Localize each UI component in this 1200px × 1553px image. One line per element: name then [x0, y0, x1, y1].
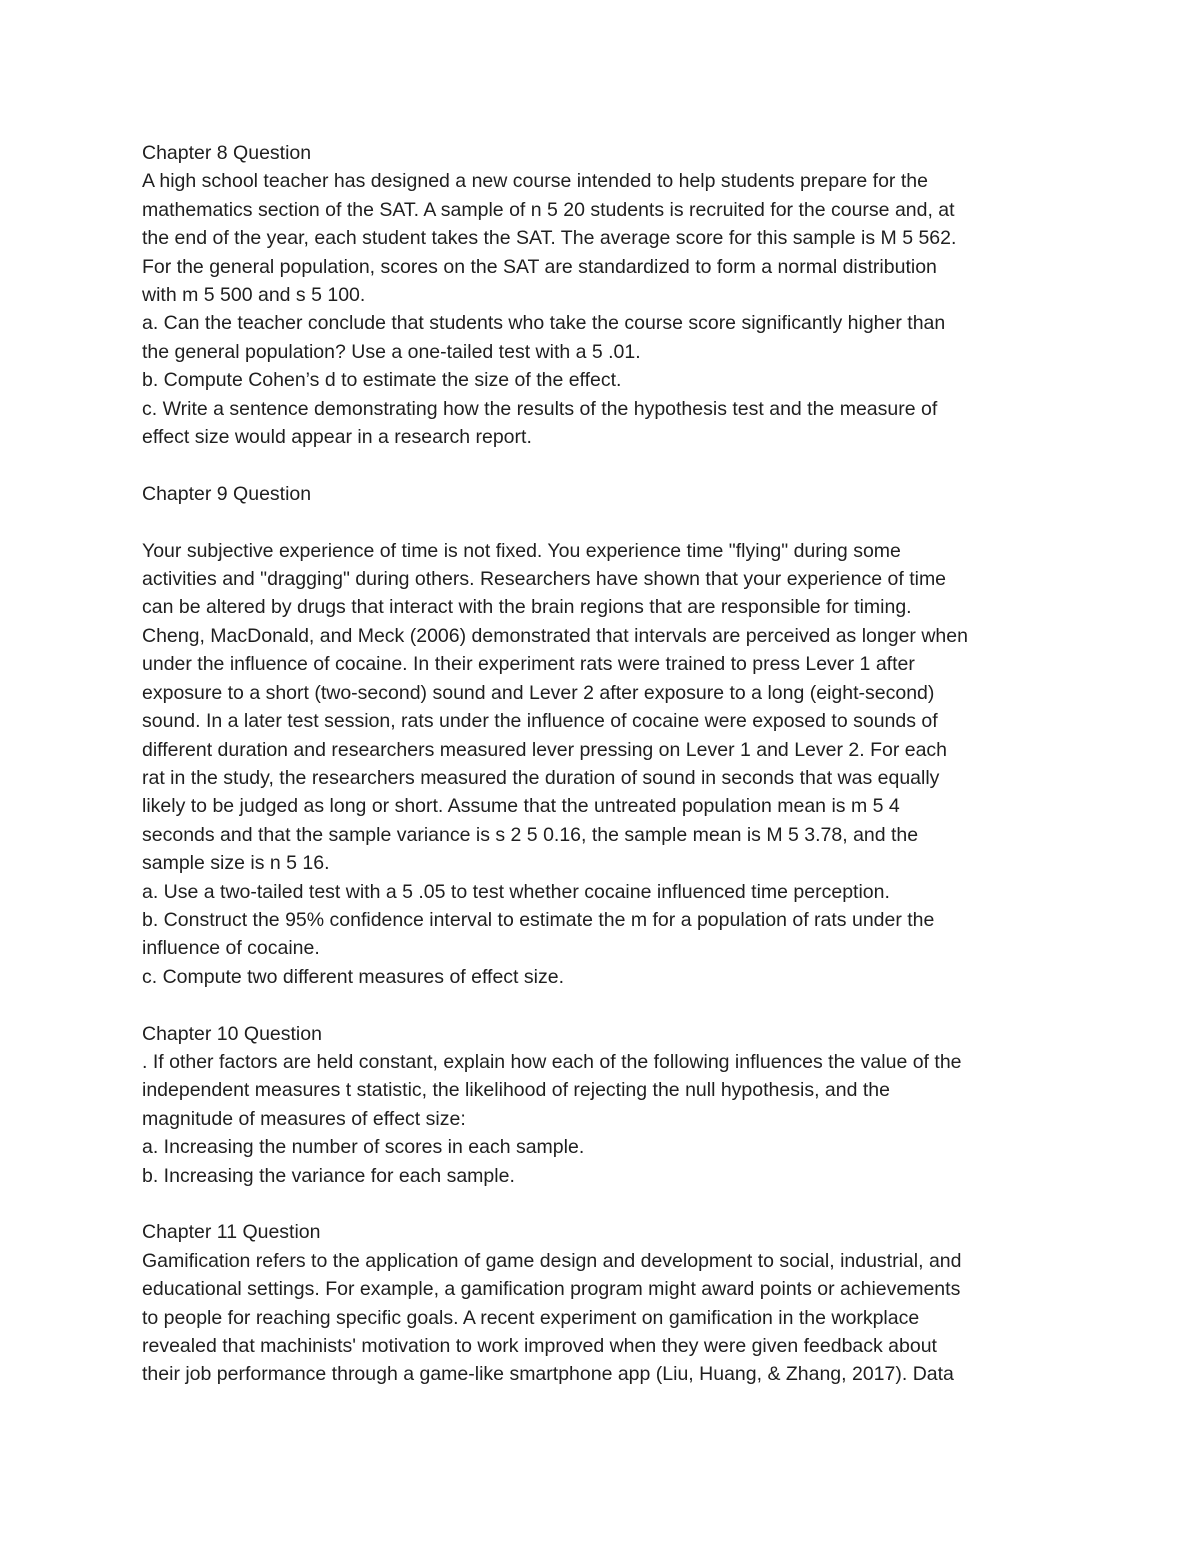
body-line: their job performance through a game-like smartphone app (Liu, Huang, & Zhang, 2017). Data	[142, 1363, 954, 1386]
blank-line	[142, 1190, 1072, 1218]
question-section	[142, 1218, 1072, 1388]
body-line: educational settings. For example, a gamification program might award points or achievements	[142, 1278, 961, 1301]
body-line: activities and "dragging" during others. Researchers have shown that your experience of time	[142, 568, 947, 591]
body-line: a. Increasing the number of scores in each sample.	[142, 1136, 585, 1159]
body-line: b. Compute Cohen’s d to estimate the size of the effect.	[142, 369, 622, 392]
body-line: Your subjective experience of time is not fixed. You experience time "flying" during some	[142, 539, 901, 562]
body-line: the general population? Use a one-tailed test with a 5 .01.	[142, 340, 641, 363]
body-line: Cheng, MacDonald, and Meck (2006) demonstrated that intervals are perceived as longer when	[142, 624, 968, 647]
body-line: under the influence of cocaine. In their experiment rats were trained to press Lever 1 after	[142, 653, 915, 676]
body-line: sound. In a later test session, rats under the influence of cocaine were exposed to sounds of	[142, 710, 938, 733]
body-line: the end of the year, each student takes the SAT. The average score for this sample is M 5 562.	[142, 227, 957, 250]
body-line: . If other factors are held constant, explain how each of the following influences the value of the	[142, 1050, 962, 1073]
body-line: effect size would appear in a research report.	[142, 426, 532, 449]
section-heading: Chapter 11 Question	[142, 1221, 321, 1244]
document-page	[142, 139, 1072, 1389]
body-line: a. Can the teacher conclude that students who take the course score significantly higher than	[142, 312, 946, 335]
body-line: with m 5 500 and s 5 100.	[142, 284, 366, 307]
body-line: likely to be judged as long or short. Assume that the untreated population mean is m 5 4	[142, 795, 900, 818]
question-section	[142, 1020, 1072, 1219]
body-line: seconds and that the sample variance is s 2 5 0.16, the sample mean is M 5 3.78, and the	[142, 823, 919, 846]
body-line: rat in the study, the researchers measured the duration of sound in seconds that was equally	[142, 766, 940, 789]
body-line: exposure to a short (two-second) sound and Lever 2 after exposure to a long (eight-second)	[142, 681, 935, 704]
body-line: independent measures t statistic, the likelihood of rejecting the null hypothesis, and the	[142, 1079, 890, 1102]
body-line: c. Compute two different measures of effect size.	[142, 965, 564, 988]
body-line: influence of cocaine.	[142, 937, 320, 960]
body-line: different duration and researchers measured lever pressing on Lever 1 and Lever 2. For each	[142, 738, 948, 761]
body-line: b. Construct the 95% confidence interval to estimate the m for a population of rats under the	[142, 908, 935, 931]
body-line: can be altered by drugs that interact with the brain regions that are responsible for timing.	[142, 596, 912, 619]
body-line: mathematics section of the SAT. A sample of n 5 20 students is recruited for the course and, at	[142, 198, 955, 221]
body-line: b. Increasing the variance for each sample.	[142, 1164, 515, 1187]
question-section	[142, 139, 1072, 480]
body-line: sample size is n 5 16.	[142, 852, 330, 875]
body-line: For the general population, scores on the SAT are standardized to form a normal distribution	[142, 255, 937, 278]
section-heading: Chapter 10 Question	[142, 1022, 322, 1045]
body-line: a. Use a two-tailed test with a 5 .05 to test whether cocaine influenced time perception.	[142, 880, 890, 903]
section-heading: Chapter 9 Question	[142, 482, 312, 505]
blank-line	[142, 991, 1072, 1019]
body-line: magnitude of measures of effect size:	[142, 1107, 466, 1130]
body-line: Gamification refers to the application of game design and development to social, industrial, and	[142, 1249, 962, 1272]
section-heading: Chapter 8 Question	[142, 142, 312, 164]
body-line: revealed that machinists' motivation to work improved when they were given feedback about	[142, 1335, 937, 1357]
blank-line	[142, 451, 1072, 479]
blank-line	[142, 508, 1072, 536]
question-section	[142, 480, 1072, 1020]
body-line: A high school teacher has designed a new course intended to help students prepare for the	[142, 170, 928, 193]
body-line: c. Write a sentence demonstrating how the results of the hypothesis test and the measure of	[142, 397, 938, 420]
body-line: to people for reaching specific goals. A recent experiment on gamification in the workplace	[142, 1306, 920, 1329]
